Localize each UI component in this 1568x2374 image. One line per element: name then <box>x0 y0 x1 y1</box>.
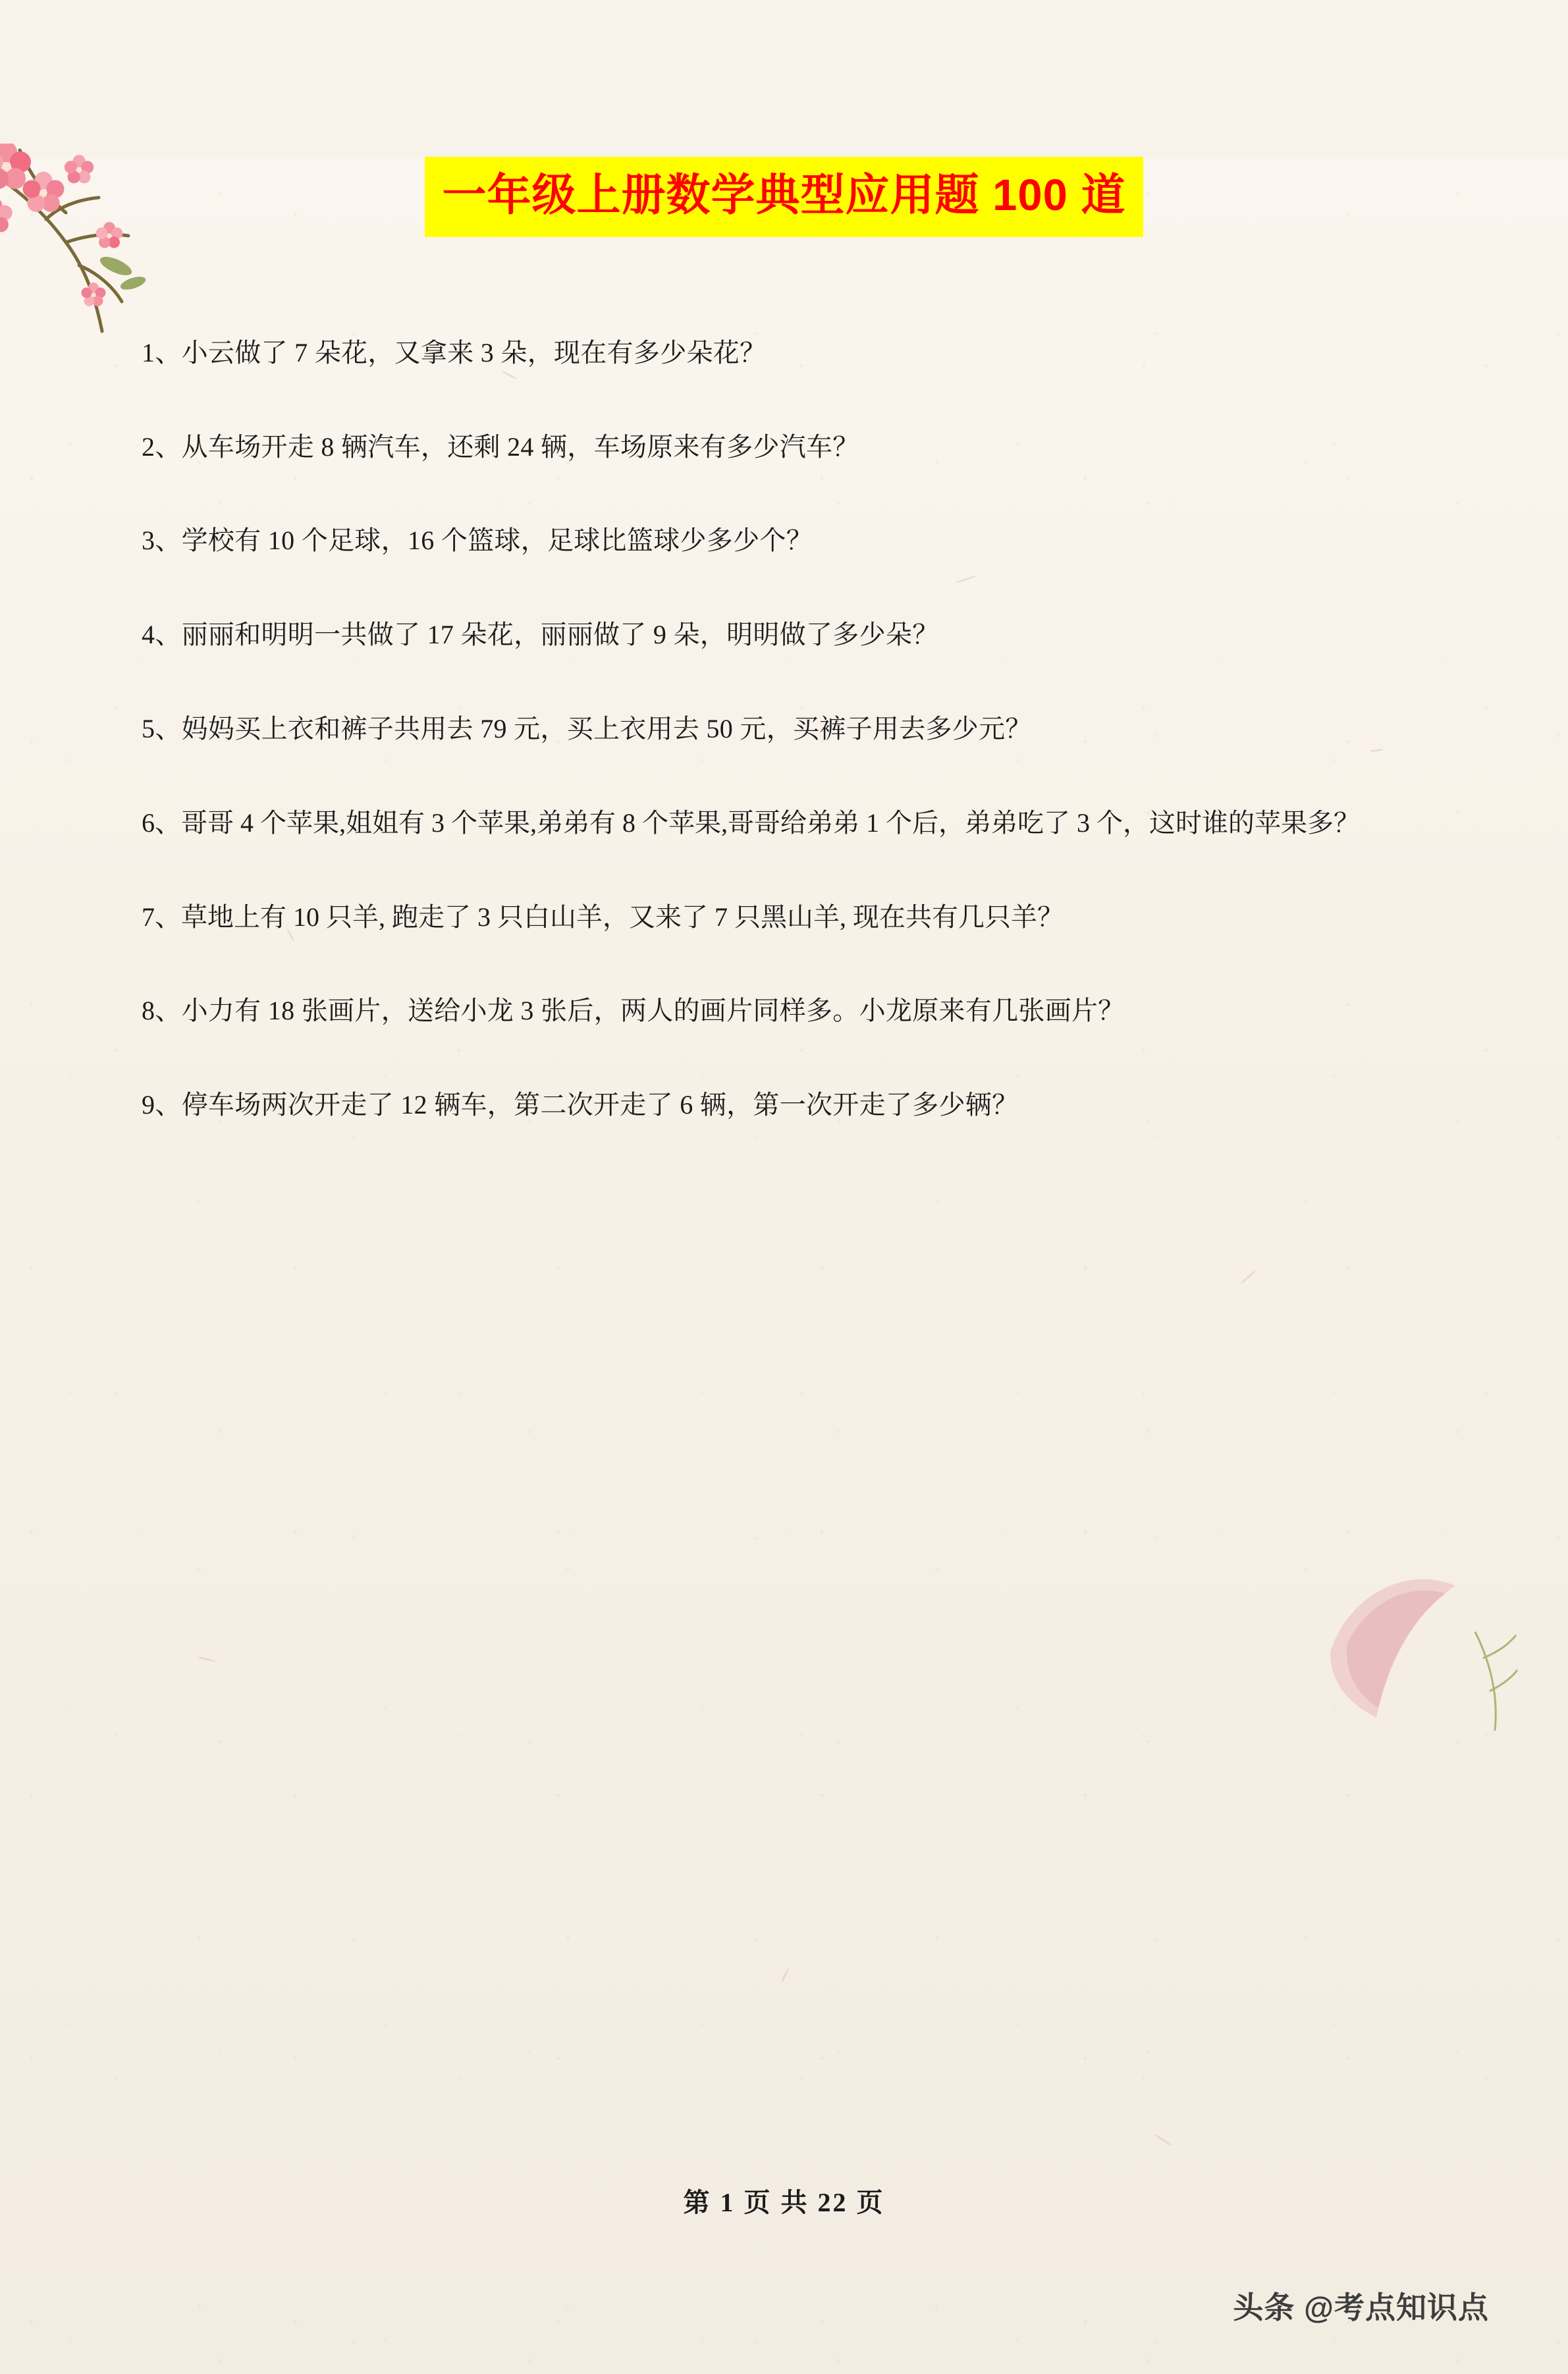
question-text-3: 学校有 10 个足球，16 个篮球，足球比篮球少多少个？ <box>181 526 813 556</box>
question-text-4: 丽丽和明明一共做了 17 朵花，丽丽做了 9 朵，明明做了多少朵？ <box>181 620 939 650</box>
page-footer: 第 1 页 共 22 页 <box>683 2188 885 2217</box>
question-text-2: 从车场开走 8 辆汽车，还剩 24 辆，车场原来有多少汽车？ <box>181 431 859 462</box>
question-text-7: 草地上有 10 只羊, 跑走了 3 只白山羊，又来了 7 只黑山羊, 现在共有几只羊？ <box>181 902 1064 932</box>
question-item-8 <box>142 988 1426 1034</box>
question-number-1: 1、 <box>142 337 182 367</box>
document-page <box>0 157 1568 2374</box>
question-text-1: 小云做了 7 朵花，又拿来 3 朵，现在有多少朵花？ <box>181 337 767 367</box>
question-item-4 <box>142 612 1426 658</box>
question-item-6 <box>142 801 1426 846</box>
question-item-7 <box>142 895 1426 940</box>
watermark-label: 头条 @考点知识点 <box>1233 2290 1489 2325</box>
question-item-5 <box>142 707 1426 752</box>
question-text-9: 停车场两次开走了 12 辆车，第二次开走了 6 辆，第一次开走了多少辆？ <box>181 1090 1019 1120</box>
question-text-8: 小力有 18 张画片，送给小龙 3 张后，两人的画片同样多。小龙原来有几张画片？ <box>181 996 1125 1026</box>
question-number-2: 2、 <box>142 431 182 462</box>
question-item-3 <box>142 518 1426 564</box>
question-number-7: 7、 <box>142 902 181 932</box>
title-container <box>142 157 1426 237</box>
question-text-5: 妈妈买上衣和裤子共用去 79 元，买上衣用去 50 元，买裤子用去多少元？ <box>181 713 1032 743</box>
question-text-6: 哥哥 4 个苹果,姐姐有 3 个苹果,弟弟有 8 个苹果,哥哥给弟弟 1 个后，弟弟吃了 3 个，这时谁的苹果多？ <box>181 807 1360 838</box>
question-number-5: 5、 <box>142 713 182 743</box>
question-number-8: 8、 <box>142 996 182 1026</box>
question-item-9 <box>142 1083 1426 1128</box>
question-item-2 <box>142 425 1426 470</box>
question-item-1 <box>142 331 1426 376</box>
question-list <box>142 331 1426 1128</box>
page-title: 一年级上册数学典型应用题 100 道 <box>425 157 1143 237</box>
question-number-9: 9、 <box>142 1090 182 1120</box>
question-number-3: 3、 <box>142 526 182 556</box>
question-number-6: 6、 <box>142 807 181 838</box>
question-number-4: 4、 <box>142 620 182 650</box>
